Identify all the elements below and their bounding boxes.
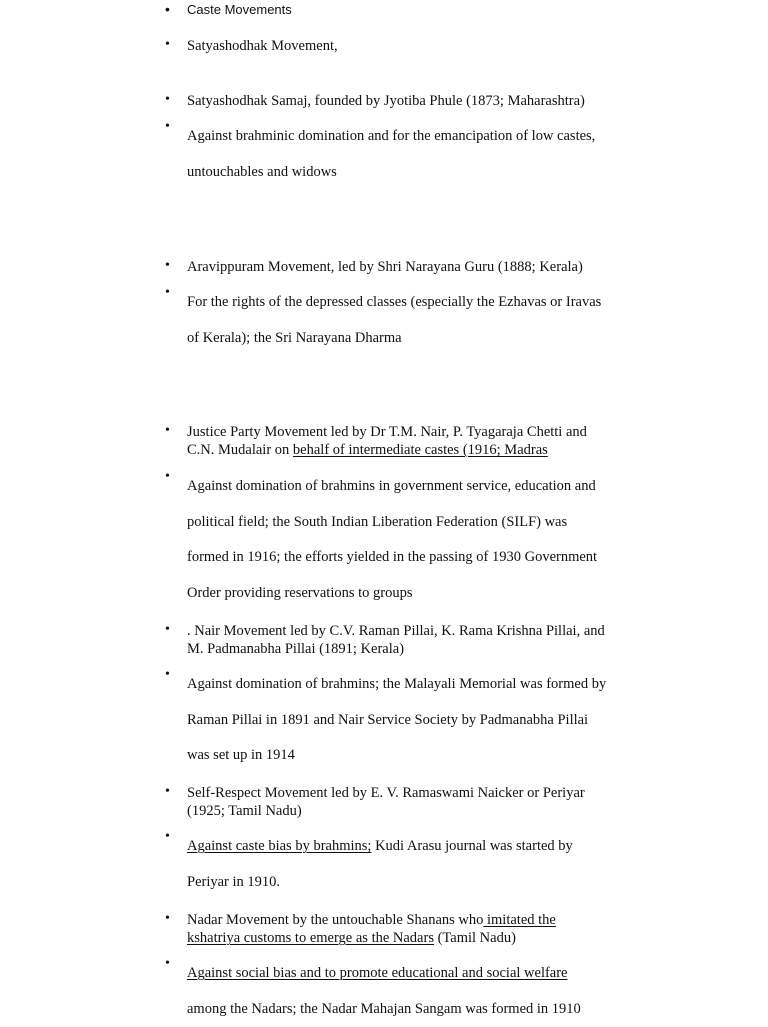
bullet-caste-bias: [187, 829, 637, 900]
heading-text: • Caste Movements: [187, 1, 637, 19]
text-underlined: Against social bias and to promote educational and social welfare: [187, 965, 568, 981]
bullet-text-line: [187, 929, 637, 947]
text-underlined: imitated the: [483, 912, 555, 928]
bullet-text-line: formed in 1916; the efforts yielded in the passing of 1930 Government: [187, 540, 637, 576]
bullet-text-line: was set up in 1914: [187, 738, 637, 774]
bullet-text-line: • Against brahminic domination and for the emancipation of low castes,: [187, 119, 637, 155]
bullet-self-respect: [187, 784, 637, 820]
bullet-malayali-memorial: [187, 667, 637, 774]
bullet-text: • Satyashodhak Movement,: [187, 37, 637, 55]
bullet-text-line: [187, 829, 637, 865]
bullet-justice-party: [187, 423, 637, 459]
bullet-social-bias: [187, 956, 637, 1027]
text-underlined: kshatriya customs to emerge as the Nadars: [187, 930, 434, 946]
bullet-text-line: untouchables and widows: [187, 155, 637, 191]
bullet-caste-movements: [187, 1, 637, 19]
bullet-text-line: • Self-Respect Movement led by E. V. Ramaswami Naicker or Periyar: [187, 784, 637, 802]
text-plain: Nadar Movement by the untouchable Shanans who: [187, 912, 483, 928]
bullet-text: • Aravippuram Movement, led by Shri Narayana Guru (1888; Kerala): [187, 258, 637, 276]
bullet-text-line: political field; the South Indian Liberation Federation (SILF) was: [187, 505, 637, 541]
bullet-text-line: [187, 441, 637, 459]
bullet-text-line: [187, 956, 637, 992]
bullet-text-line: among the Nadars; the Nadar Mahajan Sangam was formed in 1910: [187, 992, 637, 1027]
bullet-text-line: of Kerala); the Sri Narayana Dharma: [187, 321, 637, 357]
bullet-nair-movement: [187, 622, 637, 658]
bullet-satyashodhak-samaj: [187, 92, 637, 110]
text-underlined: behalf of intermediate castes (1916; Madras: [293, 442, 548, 458]
bullet-text-line: • . Nair Movement led by C.V. Raman Pillai, K. Rama Krishna Pillai, and: [187, 622, 637, 640]
bullet-text-line: [187, 911, 637, 929]
bullet-text-line: Periyar in 1910.: [187, 865, 637, 901]
text-plain: C.N. Mudalair on: [187, 442, 293, 458]
bullet-text-line: • Against domination of brahmins in government service, education and: [187, 469, 637, 505]
bullet-against-domination-brahmins: [187, 469, 637, 611]
bullet-text-line: Order providing reservations to groups: [187, 576, 637, 612]
bullet-aravippuram: [187, 258, 637, 276]
bullet-depressed-classes: [187, 285, 637, 356]
text-plain: (Tamil Nadu): [434, 930, 516, 946]
bullet-text-line: M. Padmanabha Pillai (1891; Kerala): [187, 640, 637, 658]
text-underlined: Against caste bias by brahmins;: [187, 838, 371, 854]
bullet-text-line: • Justice Party Movement led by Dr T.M. Nair, P. Tyagaraja Chetti and: [187, 423, 637, 441]
bullet-text-line: Raman Pillai in 1891 and Nair Service Society by Padmanabha Pillai: [187, 703, 637, 739]
bullet-text-line: (1925; Tamil Nadu): [187, 802, 637, 820]
bullet-text: • Satyashodhak Samaj, founded by Jyotiba Phule (1873; Maharashtra): [187, 92, 637, 110]
bullet-text-line: • Against domination of brahmins; the Malayali Memorial was formed by: [187, 667, 637, 703]
bullet-nadar-movement: [187, 911, 637, 947]
bullet-against-brahminic: [187, 119, 637, 190]
text-plain: Kudi Arasu journal was started by: [371, 838, 572, 854]
bullet-satyashodhak-movement: [187, 37, 637, 55]
bullet-text-line: • For the rights of the depressed classes (especially the Ezhavas or Iravas: [187, 285, 637, 321]
